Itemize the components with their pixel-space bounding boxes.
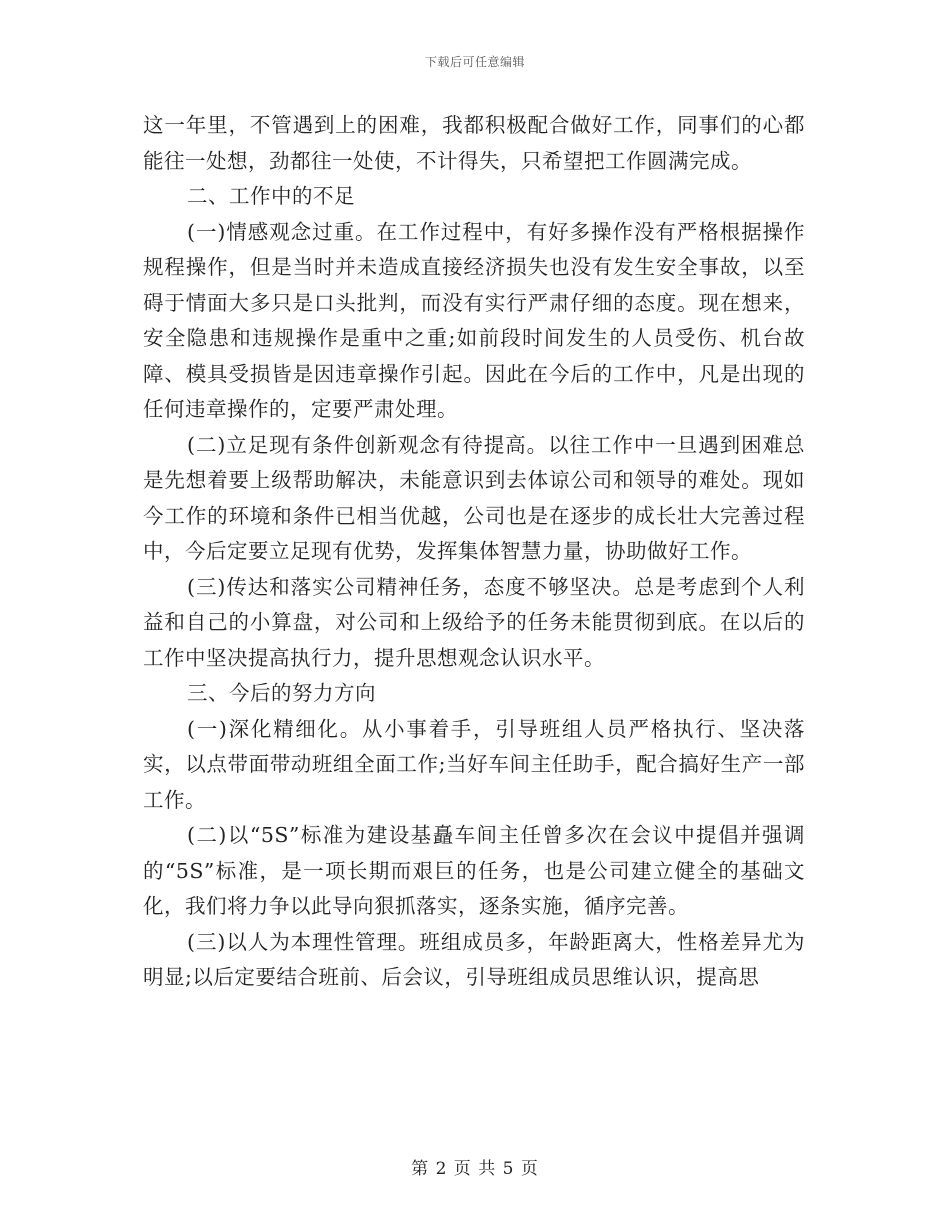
paragraph-direction-2: (二)以“5S”标准为建设基矗车间主任曾多次在会议中提倡并强调的“5S”标准，是一项长期而艰巨的任务，也是公司建立健全的基础文化，我们将力争以此导向狠抓落实，逐条实施，循序完善。 bbox=[143, 823, 805, 918]
paragraph-shortcoming-3: (三)传达和落实公司精神任务，态度不够坚决。总是考虑到个人利益和自己的小算盘，对公司和上级给予的任务未能贯彻到底。在以后的工作中坚决提高执行力，提升思想观念认识水平。 bbox=[143, 574, 805, 670]
section-heading-shortcomings: 二、工作中的不足 bbox=[187, 184, 355, 208]
paragraph-shortcoming-2: (二)立足现有条件创新观念有待提高。以往工作中一旦遇到困难总是先想着要上级帮助解决，未能意识到去体谅公司和领导的难处。现如今工作的环境和条件已相当优越，公司也是在逐步的成长壮大完善过程中，今后定要立足现有优势，发挥集体智慧力量，协助做好工作。 bbox=[143, 432, 805, 563]
document-body bbox=[143, 108, 805, 996]
paragraph-direction-3: (三)以人为本理性管理。班组成员多，年龄距离大，性格差异尤为明显;以后定要结合班前、后会议，引导班组成员思维认识，提高思 bbox=[143, 929, 805, 989]
page-header-note: 下载后可任意编辑 bbox=[424, 55, 525, 69]
paragraph-1: 这一年里，不管遇到上的困难，我都积极配合做好工作，同事们的心都能往一处想，劲都往一处使，不计得失，只希望把工作圆满完成。 bbox=[143, 113, 805, 173]
page-number: 第 2 页 共 5 页 bbox=[411, 1159, 539, 1179]
paragraph-shortcoming-1: (一)情感观念过重。在工作过程中，有好多操作没有严格根据操作规程操作，但是当时并未造成直接经济损失也没有发生安全事故，以至碍于情面大多只是口头批判，而没有实行严肃仔细的态度。现在想来，安全隐患和违规操作是重中之重;如前段时间发生的人员受伤、机台故障、模具受损皆是因违章操作引起。因此在今后的工作中，凡是出现的任何违章操作的，定要严肃处理。 bbox=[143, 219, 805, 421]
section-heading-direction: 三、今后的努力方向 bbox=[187, 681, 376, 705]
paragraph-direction-1: (一)深化精细化。从小事着手，引导班组人员严格执行、坚决落实，以点带面带动班组全面工作;当好车间主任助手，配合搞好生产一部工作。 bbox=[143, 716, 805, 812]
